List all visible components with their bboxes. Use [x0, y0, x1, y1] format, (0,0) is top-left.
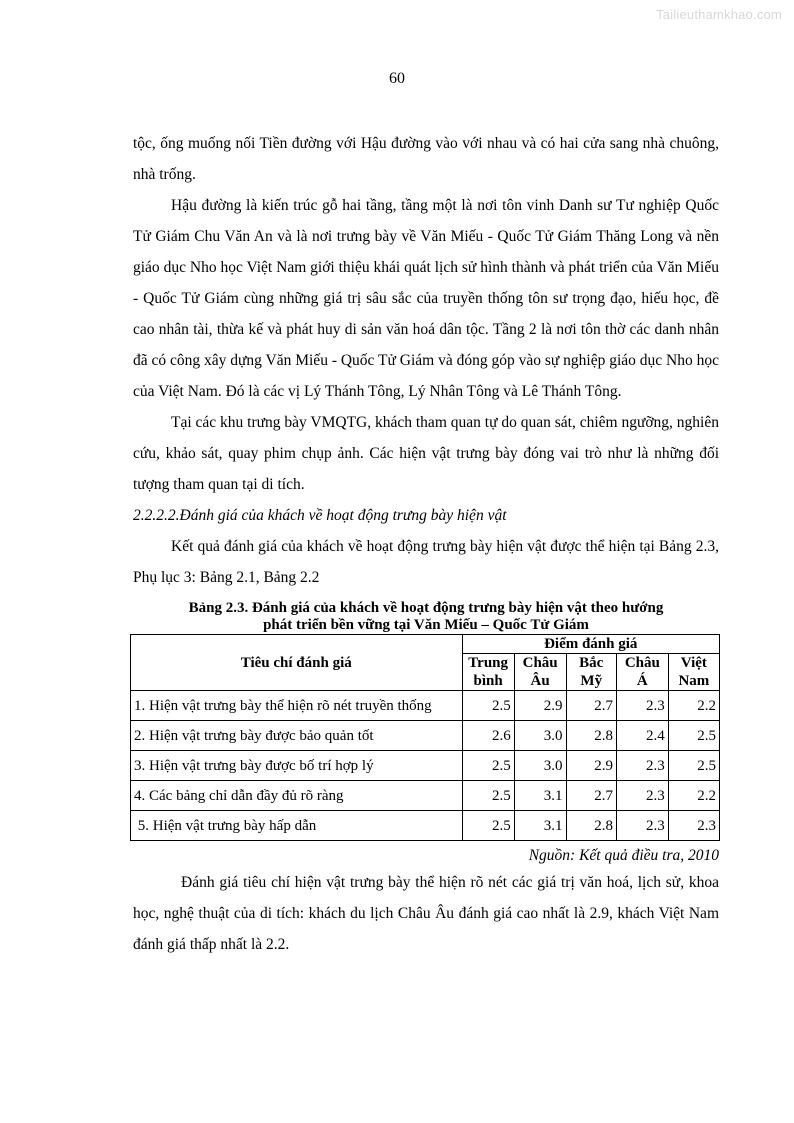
value-cell: 2.5: [462, 781, 514, 811]
value-cell: 2.8: [566, 811, 616, 841]
criterion-cell: 4. Các bảng chỉ dẫn đầy đủ rõ ràng: [131, 781, 463, 811]
value-cell: 2.9: [566, 751, 616, 781]
value-cell: 3.0: [514, 721, 566, 751]
evaluation-table: [130, 634, 720, 841]
value-cell: 2.5: [462, 811, 514, 841]
value-cell: 2.4: [616, 721, 668, 751]
header-col: Trung bình: [462, 654, 514, 691]
table-caption-line-2: phát triển bền vững tại Văn Miếu – Quốc Tử Giám: [263, 617, 589, 633]
table-row: [131, 781, 720, 811]
value-cell: 2.5: [462, 751, 514, 781]
paragraph-4: Kết quả đánh giá của khách về hoạt động trưng bày hiện vật được thể hiện tại Bảng 2.3, Phụ lục 3: Bảng 2.1, Bảng 2.2: [133, 538, 719, 586]
paragraph-3: Tại các khu trưng bày VMQTG, khách tham quan tự do quan sát, chiêm ngưỡng, nghiên cứu, khảo sát, quay phim chụp ảnh. Các hiện vật trưng bày đóng vai trò như là những đối tượng tham quan tại di tích.: [133, 414, 719, 493]
criterion-cell: 5. Hiện vật trưng bày hấp dẫn: [131, 811, 463, 841]
section-heading: 2.2.2.2.Đánh giá của khách về hoạt động trưng bày hiện vật: [133, 507, 507, 524]
value-cell: 2.7: [566, 691, 616, 721]
document-body: [133, 128, 719, 960]
value-cell: 2.5: [462, 691, 514, 721]
value-cell: 2.5: [668, 721, 719, 751]
header-col: Việt Nam: [668, 654, 719, 691]
table-row: [131, 811, 720, 841]
value-cell: 2.3: [616, 691, 668, 721]
value-cell: 2.7: [566, 781, 616, 811]
header-criteria: Tiêu chí đánh giá: [131, 635, 463, 691]
value-cell: 2.2: [668, 691, 719, 721]
paragraph-5: Đánh giá tiêu chí hiện vật trưng bày thể hiện rõ nét các giá trị văn hoá, lịch sử, khoa học, nghệ thuật của di tích: khách du lịch Châu Âu đánh giá cao nhất là 2.9, khách Việt Nam đánh giá thấp nhất là 2.2.: [133, 874, 719, 953]
table-caption: [133, 600, 719, 634]
header-col: Châu Á: [616, 654, 668, 691]
value-cell: 2.5: [668, 751, 719, 781]
watermark: Tailieuthamkhao.com: [656, 7, 782, 22]
value-cell: 2.3: [616, 811, 668, 841]
value-cell: 2.2: [668, 781, 719, 811]
table-source: Nguồn: Kết quả điều tra, 2010: [528, 847, 719, 864]
criterion-cell: 3. Hiện vật trưng bày được bố trí hợp lý: [131, 751, 463, 781]
value-cell: 2.8: [566, 721, 616, 751]
value-cell: 2.3: [668, 811, 719, 841]
header-col: Châu Âu: [514, 654, 566, 691]
value-cell: 3.0: [514, 751, 566, 781]
value-cell: 3.1: [514, 781, 566, 811]
page-number: 60: [389, 70, 405, 87]
header-col: Bắc Mỹ: [566, 654, 616, 691]
value-cell: 2.9: [514, 691, 566, 721]
table-header-row: [131, 635, 720, 654]
paragraph-1: tộc, ống muống nối Tiền đường với Hậu đường vào với nhau và có hai cửa sang nhà chuông, nhà trống.: [133, 135, 719, 183]
value-cell: 2.3: [616, 751, 668, 781]
criterion-cell: 1. Hiện vật trưng bày thể hiện rõ nét truyền thống: [131, 691, 463, 721]
table-row: [131, 691, 720, 721]
paragraph-2: Hậu đường là kiến trúc gỗ hai tầng, tầng một là nơi tôn vinh Danh sư Tư nghiệp Quốc Tử Giám Chu Văn An và là nơi trưng bày về Văn Miếu - Quốc Tử Giám Thăng Long và nền giáo dục Nho học Việt Nam giới thiệu khái quát lịch sử hình thành và phát triển của Văn Miếu - Quốc Tử Giám cùng những giá trị sâu sắc của truyền thống tôn sư trọng đạo, hiếu học, đề cao nhân tài, thừa kế và phát huy di sản văn hoá dân tộc. Tầng 2 là nơi tôn thờ các danh nhân đã có công xây dựng Văn Miếu - Quốc Tử Giám và đóng góp vào sự nghiệp giáo dục Nho học của Việt Nam. Đó là các vị Lý Thánh Tông, Lý Nhân Tông và Lê Thánh Tông.: [133, 197, 719, 400]
header-score: Điểm đánh giá: [462, 635, 720, 654]
table-row: [131, 751, 720, 781]
value-cell: 2.3: [616, 781, 668, 811]
table-row: [131, 721, 720, 751]
value-cell: 2.6: [462, 721, 514, 751]
value-cell: 3.1: [514, 811, 566, 841]
criterion-cell: 2. Hiện vật trưng bày được bảo quản tốt: [131, 721, 463, 751]
table-caption-line-1: Bảng 2.3. Đánh giá của khách về hoạt động trưng bày hiện vật theo hướng: [188, 600, 664, 616]
